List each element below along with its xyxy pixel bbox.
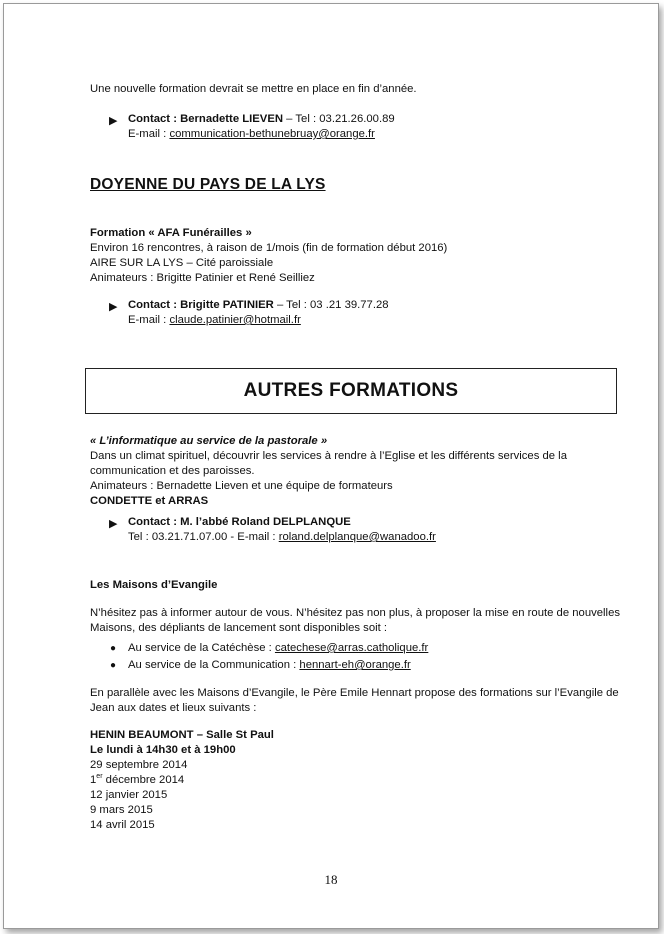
date-rest: décembre 2014: [102, 774, 185, 786]
email-label: E-mail :: [128, 314, 170, 326]
formation-afa-line2: AIRE SUR LA LYS – Cité paroissiale: [90, 257, 274, 269]
autres-formations-box: [85, 368, 617, 414]
maisons-para1-line1: N’hésitez pas à informer autour de vous. N’hésitez pas non plus, à proposer la mise en route de nouvelles: [90, 607, 620, 619]
informatique-line2: communication et des paroisses.: [90, 465, 255, 477]
bullet-dot-icon: ●: [110, 643, 117, 654]
bullet-communication: [128, 658, 411, 673]
date-sup: er: [96, 773, 103, 781]
document-page: [3, 3, 659, 929]
date-item: [90, 773, 184, 788]
autres-formations-title: AUTRES FORMATIONS: [243, 380, 459, 401]
informatique-title: « L’informatique au service de la pastorale »: [90, 435, 328, 447]
informatique-line1: Dans un climat spirituel, découvrir les services à rendre à l’Eglise et les différents services de la: [90, 450, 567, 462]
arrow-bullet-icon: ▶: [109, 518, 118, 530]
email-link-lieven[interactable]: communication-bethunebruay@orange.fr: [169, 128, 375, 140]
bullet-dot-icon: ●: [110, 660, 117, 671]
section-heading-lys: DOYENNE DU PAYS DE LA LYS: [90, 176, 326, 193]
contact-patinier-email-row: [128, 313, 301, 328]
venue-title: HENIN BEAUMONT – Salle St Paul: [90, 729, 274, 741]
date-item: 12 janvier 2015: [90, 789, 168, 801]
formation-afa-title: Formation « AFA Funérailles »: [90, 227, 252, 239]
bullet-catechese: [128, 641, 428, 656]
contact-delplanque-name: Contact : M. l’abbé Roland DELPLANQUE: [128, 516, 351, 528]
maisons-para2-line1: En parallèle avec les Maisons d’Evangile, le Père Emile Hennart propose des formations sur l’Evangile de: [90, 687, 619, 699]
contact-lieven: [128, 112, 395, 127]
informatique-line3: Animateurs : Bernadette Lieven et une équipe de formateurs: [90, 480, 393, 492]
schedule-line: Le lundi à 14h30 et à 19h00: [90, 744, 236, 756]
email-link-communication[interactable]: hennart-eh@orange.fr: [299, 659, 411, 671]
contact-patinier-tel: – Tel : 03 .21 39.77.28: [273, 299, 389, 311]
maisons-para2-line2: Jean aux dates et lieux suivants :: [90, 702, 257, 714]
arrow-bullet-icon: ▶: [109, 301, 118, 313]
contact-lieven-name: Contact : Bernadette LIEVEN: [128, 113, 284, 125]
formation-afa-line3: Animateurs : Brigitte Patinier et René Seilliez: [90, 272, 315, 284]
contact-lieven-email-row: [128, 127, 375, 142]
contact-patinier: [128, 298, 389, 313]
contact-delplanque-tel: Tel : 03.21.71.07.00 - E-mail :: [128, 531, 279, 543]
email-link-delplanque[interactable]: roland.delplanque@wanadoo.fr: [278, 531, 436, 543]
date-item: 9 mars 2015: [90, 804, 153, 816]
contact-delplanque-row: [128, 530, 436, 545]
intro-line: Une nouvelle formation devrait se mettre en place en fin d’année.: [90, 83, 417, 95]
page-number: 18: [324, 872, 338, 887]
date-item: 14 avril 2015: [90, 819, 155, 831]
formation-afa-line1: Environ 16 rencontres, à raison de 1/mois (fin de formation début 2016): [90, 242, 448, 254]
bullet-communication-text: Au service de la Communication :: [128, 659, 300, 671]
maisons-para1-line2: Maisons, des dépliants de lancement sont disponibles soit :: [90, 622, 388, 634]
bullet-catechese-text: Au service de la Catéchèse :: [128, 642, 275, 654]
informatique-line4: CONDETTE et ARRAS: [90, 495, 209, 507]
contact-patinier-name: Contact : Brigitte PATINIER: [128, 299, 274, 311]
maisons-title: Les Maisons d’Evangile: [90, 579, 218, 591]
date-day: 1: [90, 774, 97, 786]
date-item: 29 septembre 2014: [90, 759, 188, 771]
email-link-patinier[interactable]: claude.patinier@hotmail.fr: [169, 314, 301, 326]
email-label: E-mail :: [128, 128, 170, 140]
arrow-bullet-icon: ▶: [109, 115, 118, 127]
email-link-catechese[interactable]: catechese@arras.catholique.fr: [274, 642, 429, 654]
contact-lieven-tel: – Tel : 03.21.26.00.89: [283, 113, 395, 125]
